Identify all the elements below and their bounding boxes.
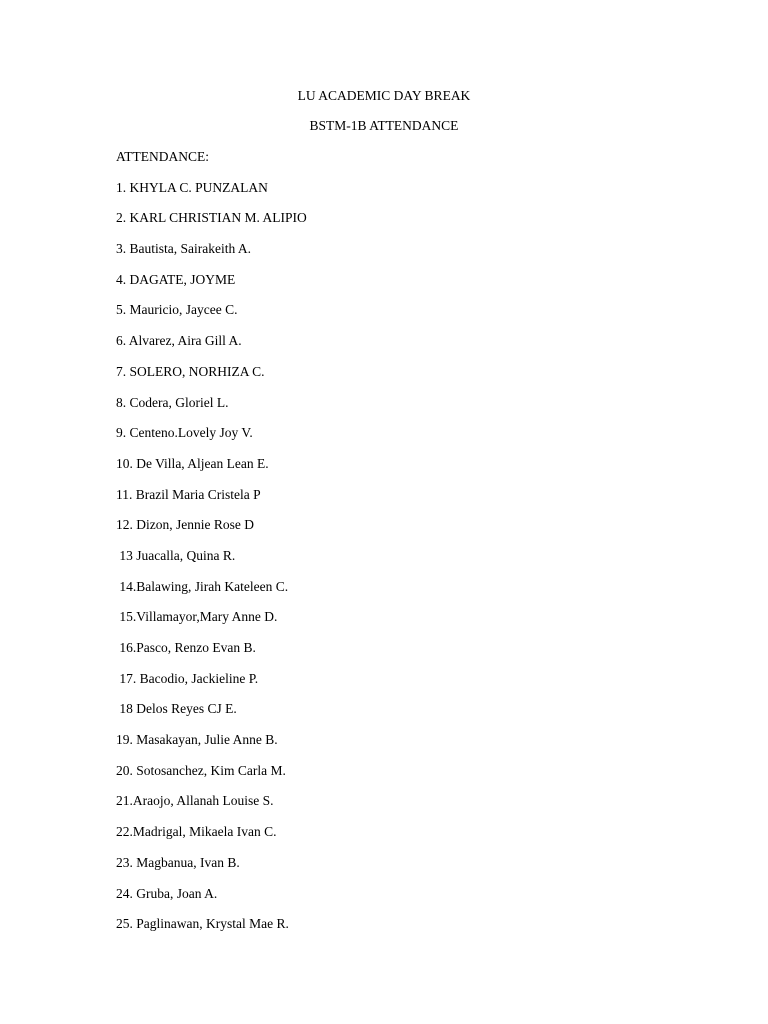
attendance-entry-11: 11. Brazil Maria Cristela P	[116, 486, 261, 502]
attendance-entry-22: 22.Madrigal, Mikaela Ivan C.	[116, 824, 277, 840]
attendance-entry-14: 14.Balawing, Jirah Kateleen C.	[116, 578, 289, 594]
attendance-entry-20: 20. Sotosanchez, Kim Carla M.	[116, 762, 286, 778]
attendance-entry-7: 7. SOLERO, NORHIZA C.	[116, 363, 265, 379]
attendance-entry-9: 9. Centeno.Lovely Joy V.	[116, 425, 253, 441]
attendance-entry-15: 15.Villamayor,Mary Anne D.	[116, 609, 278, 625]
document-title: LU ACADEMIC DAY BREAK	[297, 88, 471, 103]
attendance-entry-8: 8. Codera, Gloriel L.	[116, 394, 229, 410]
attendance-list	[116, 148, 307, 946]
attendance-entry-1: 1. KHYLA C. PUNZALAN	[116, 179, 268, 195]
attendance-entry-23: 23. Magbanua, Ivan B.	[116, 854, 240, 870]
attendance-entry-16: 16.Pasco, Renzo Evan B.	[116, 640, 256, 655]
attendance-entry-18: 18 Delos Reyes CJ E.	[116, 701, 237, 717]
document-subtitle: BSTM-1B ATTENDANCE	[309, 118, 459, 133]
attendance-entry-17: 17. Bacodio, Jackieline P.	[116, 670, 259, 686]
attendance-entry-4: 4. DAGATE, JOYME	[116, 271, 236, 287]
attendance-entry-21: 21.Araojo, Allanah Louise S.	[116, 793, 274, 809]
attendance-entry-25: 25. Paglinawan, Krystal Mae R.	[116, 916, 289, 932]
attendance-entry-19: 19. Masakayan, Julie Anne B.	[116, 732, 278, 748]
attendance-entry-2: 2. KARL CHRISTIAN M. ALIPIO	[116, 210, 307, 226]
attendance-entry-3: 3. Bautista, Sairakeith A.	[116, 241, 251, 257]
attendance-entry-24: 24. Gruba, Joan A.	[116, 885, 218, 901]
attendance-entry-12: 12. Dizon, Jennie Rose D	[116, 517, 254, 533]
attendance-entry-5: 5. Mauricio, Jaycee C.	[116, 302, 238, 318]
attendance-entry-13: 13 Juacalla, Quina R.	[116, 547, 236, 563]
attendance-entry-6: 6. Alvarez, Aira Gill A.	[116, 333, 242, 349]
attendance-entry-10: 10. De Villa, Aljean Lean E.	[116, 455, 269, 471]
attendance-heading: ATTENDANCE:	[116, 149, 209, 164]
